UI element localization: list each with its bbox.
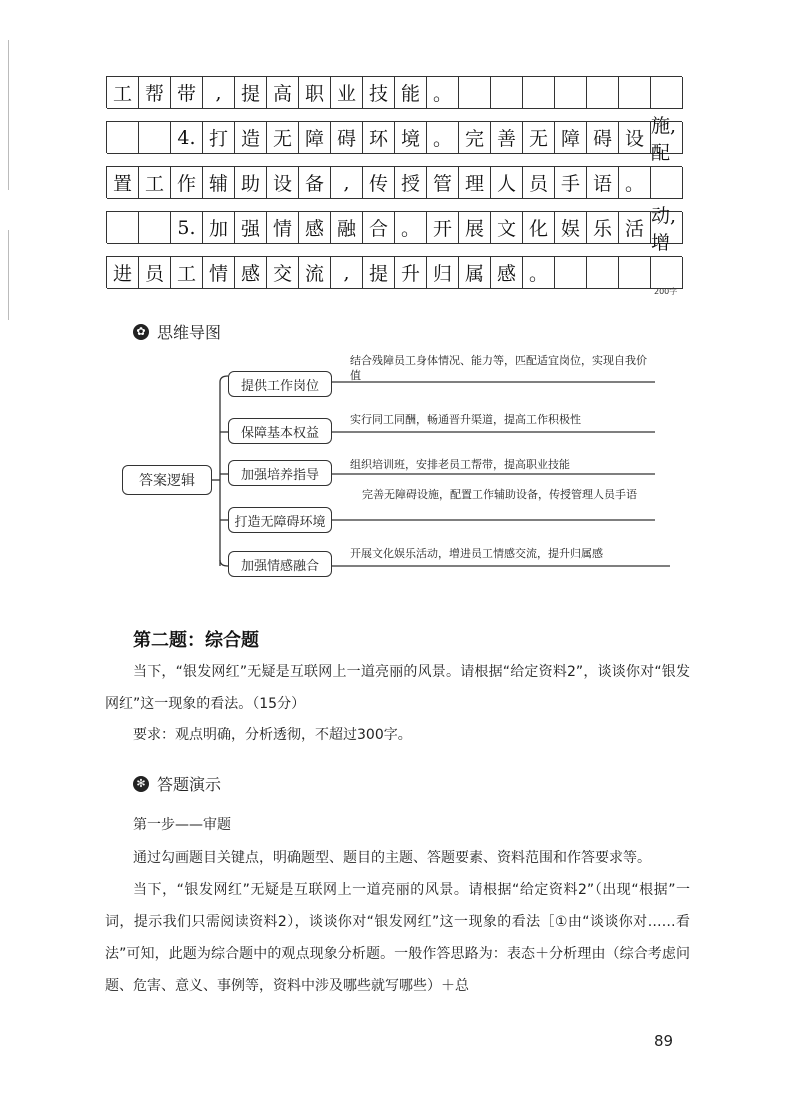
grid-cell: 化 (523, 212, 555, 244)
grid-cell: 碍 (587, 122, 619, 154)
grid-cell (523, 77, 555, 109)
grid-cell: 提 (363, 257, 395, 289)
grid-cell: 语 (587, 167, 619, 199)
grid-cell (139, 122, 171, 154)
grid-cell: 。 (427, 122, 459, 154)
grid-cell: 障 (555, 122, 587, 154)
grid-cell: 娱 (555, 212, 587, 244)
grid-cell: 感 (235, 257, 267, 289)
grid-cell (491, 77, 523, 109)
grid-cell: 进 (107, 257, 139, 289)
grid-cell: 5. (171, 212, 203, 244)
grid-cell: , (331, 257, 363, 289)
mindmap-branch: 打造无障碍环境 (228, 507, 332, 533)
grid-cell: 。 (619, 167, 651, 199)
grid-cell: 高 (267, 77, 299, 109)
grid-cell: 设 (619, 122, 651, 154)
grid-cell (619, 77, 651, 109)
grid-cell: 融 (331, 212, 363, 244)
demo-heading-text: 答题演示 (157, 775, 222, 794)
grid-cell: 动,增 (651, 212, 683, 244)
grid-cell: 乐 (587, 212, 619, 244)
grid-cell: 情 (203, 257, 235, 289)
gear-icon: ✻ (133, 776, 149, 792)
grid-cell: 员 (523, 167, 555, 199)
grid-cell (107, 212, 139, 244)
grid-cell (651, 77, 683, 109)
grid-cell: 手 (555, 167, 587, 199)
grid-cell: 升 (395, 257, 427, 289)
mindmap-branch-desc: 结合残障员工身体情况、能力等，匹配适宜岗位，实现自我价值 (350, 354, 647, 382)
mindmap-branch: 保障基本权益 (228, 418, 332, 444)
grid-cell: 情 (267, 212, 299, 244)
grid-cell: 技 (363, 77, 395, 109)
grid-cell: 感 (491, 257, 523, 289)
grid-cell: 流 (299, 257, 331, 289)
grid-cell (587, 77, 619, 109)
grid-cell (139, 212, 171, 244)
mindmap-root: 答案逻辑 (122, 465, 212, 495)
grid-cell (651, 257, 683, 289)
grid-cell: 4. (171, 122, 203, 154)
grid-row (106, 204, 682, 254)
grid-cell: 造 (235, 122, 267, 154)
grid-cell (555, 77, 587, 109)
grid-cell: 能 (395, 77, 427, 109)
mindmap-branch: 加强情感融合 (228, 551, 332, 577)
mindmap-branch-desc: 实行同工同酬，畅通晋升渠道，提高工作积极性 (350, 413, 581, 426)
grid-cell: 环 (363, 122, 395, 154)
demo-step: 第一步——审题 (133, 817, 231, 833)
grid-cell: 工 (171, 257, 203, 289)
grid-cell: 文 (491, 212, 523, 244)
grid-row (106, 76, 682, 108)
demo-heading (133, 772, 221, 795)
grid-cell: 管 (427, 167, 459, 199)
grid-cell: 员 (139, 257, 171, 289)
grid-cell: 展 (459, 212, 491, 244)
grid-cell: 设 (267, 167, 299, 199)
grid-cell: 。 (427, 77, 459, 109)
grid-cell: 工 (107, 77, 139, 109)
grid-cell: 助 (235, 167, 267, 199)
page-number: 89 (654, 1032, 674, 1050)
grid-cell: 。 (523, 257, 555, 289)
grid-cell: 业 (331, 77, 363, 109)
grid-cell: 善 (491, 122, 523, 154)
grid-cell: 帮 (139, 77, 171, 109)
grid-cell (587, 257, 619, 289)
mindmap (110, 340, 690, 590)
grid-cell: 加 (203, 212, 235, 244)
demo-paragraph: 通过勾画题目关键点，明确题型、题目的主题、答题要素、资料范围和作答要求等。 (133, 850, 651, 866)
grid-cell: 交 (267, 257, 299, 289)
grid-cell (619, 257, 651, 289)
grid-cell: 。 (395, 212, 427, 244)
grid-cell: 置 (107, 167, 139, 199)
question-title: 第二题：综合题 (133, 630, 259, 651)
grid-cell: 归 (427, 257, 459, 289)
grid-cell: 施,配 (651, 122, 683, 154)
grid-row (106, 114, 682, 164)
grid-cell: 强 (235, 212, 267, 244)
grid-cell: 人 (491, 167, 523, 199)
grid-cell: 属 (459, 257, 491, 289)
grid-cell: 感 (299, 212, 331, 244)
grid-cell: , (203, 77, 235, 109)
word-count: 200字 (654, 287, 678, 296)
mindmap-heading-text: 思维导图 (157, 323, 222, 342)
grid-cell: 境 (395, 122, 427, 154)
grid-cell: 传 (363, 167, 395, 199)
grid-cell: 无 (267, 122, 299, 154)
grid-cell: 合 (363, 212, 395, 244)
grid-cell: 授 (395, 167, 427, 199)
grid-cell: 备 (299, 167, 331, 199)
grid-cell: 完 (459, 122, 491, 154)
grid-cell: 打 (203, 122, 235, 154)
grid-cell: 辅 (203, 167, 235, 199)
grid-cell: 职 (299, 77, 331, 109)
grid-cell: 无 (523, 122, 555, 154)
grid-row (106, 256, 682, 288)
mindmap-branch: 提供工作岗位 (228, 371, 332, 397)
grid-row (106, 166, 682, 198)
mindmap-branch-desc: 完善无障碍设施，配置工作辅助设备，传授管理人员手语 (362, 488, 637, 501)
grid-cell: 提 (235, 77, 267, 109)
grid-cell (459, 77, 491, 109)
grid-cell: 开 (427, 212, 459, 244)
question-requirement: 要求：观点明确，分析透彻，不超过300字。 (133, 727, 412, 743)
question-body: 当下，“银发网红”无疑是互联网上一道亮丽的风景。请根据“给定资料2”，谈谈你对“银发网红”这一现象的看法。（15分） (105, 664, 690, 712)
grid-cell: 工 (139, 167, 171, 199)
grid-cell: 理 (459, 167, 491, 199)
demo-paragraph: 当下，“银发网红”无疑是互联网上一道亮丽的风景。请根据“给定资料2”（出现“根据”一词，提示我们只需阅读资料2），谈谈你对“银发网红”这一现象的看法［①由“谈谈你对……看法”可知，此题为综合题中的观点现象分析题。一般作答思路为：表态＋分析理由（综合考虑问题、危害、意义、事例等，资料中涉及哪些就写哪些）＋总 (105, 882, 690, 994)
grid-cell: 作 (171, 167, 203, 199)
grid-cell (555, 257, 587, 289)
mindmap-branch: 加强培养指导 (228, 460, 332, 486)
grid-cell (107, 122, 139, 154)
mindmap-branch-desc: 开展文化娱乐活动，增进员工情感交流，提升归属感 (350, 547, 603, 560)
grid-cell: 障 (299, 122, 331, 154)
grid-cell: 碍 (331, 122, 363, 154)
grid-cell: 活 (619, 212, 651, 244)
mindmap-branch-desc: 组织培训班，安排老员工帮带，提高职业技能 (350, 458, 570, 471)
grid-cell (651, 167, 683, 199)
flower-icon: ✿ (133, 324, 149, 340)
grid-cell: , (331, 167, 363, 199)
grid-cell: 带 (171, 77, 203, 109)
